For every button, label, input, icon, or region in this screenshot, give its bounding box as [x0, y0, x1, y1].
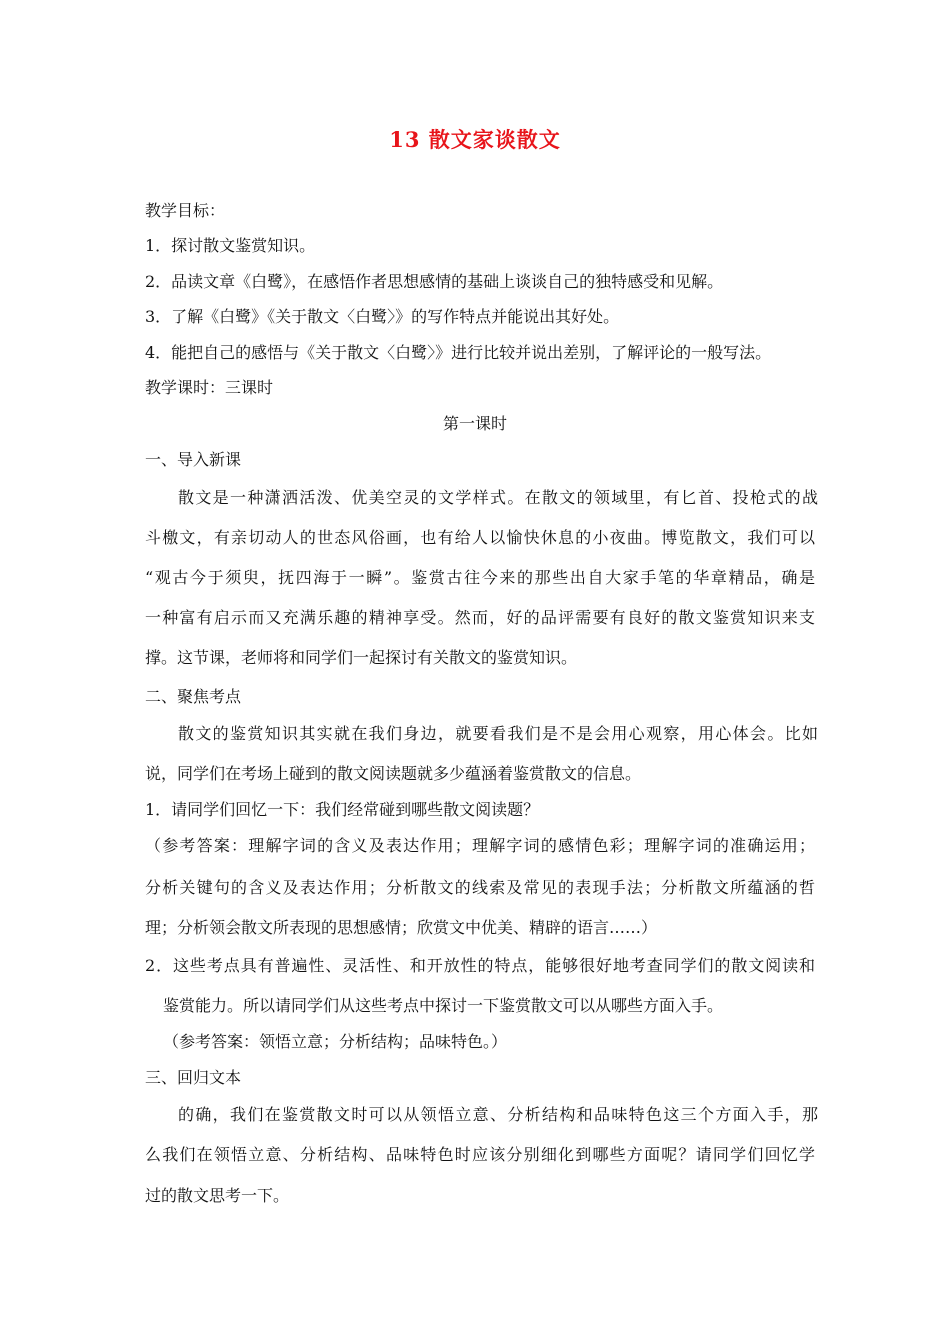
section-heading-intro: 一、导入新课 [145, 450, 242, 469]
paragraph-line: 过的散文思考一下。 [145, 1186, 290, 1205]
document-title: 13 散文家谈散文 [389, 127, 561, 152]
paragraph-line: 散文是一种潇洒活泼、优美空灵的文学样式。在散文的领域里，有匕首、投枪式的战 [178, 488, 818, 507]
teaching-goals-heading: 教学目标： [145, 201, 226, 220]
section-heading-focus: 二、聚焦考点 [145, 687, 242, 706]
paragraph-line: 的确，我们在鉴赏散文时可以从领悟立意、分析结构和品味特色这三个方面入手，那 [178, 1105, 818, 1124]
answer-line: （参考答案：理解字词的含义及表达作用；理解字词的感情色彩；理解字词的准确运用； [145, 836, 815, 855]
question-1: 1．请同学们回忆一下：我们经常碰到哪些散文阅读题？ [145, 800, 540, 819]
paragraph-line: 斗檄文，有亲切动人的世态风俗画，也有给人以愉快休息的小夜曲。博览散文，我们可以 [145, 528, 815, 547]
lesson-hours: 教学课时：三课时 [145, 378, 274, 397]
paragraph-line: 么我们在领悟立意、分析结构、品味特色时应该分别细化到哪些方面呢？请同学们回忆学 [145, 1145, 815, 1164]
answer-line: 分析关键句的含义及表达作用；分析散文的线索及常见的表现手法；分析散文所蕴涵的哲 [145, 878, 815, 897]
answer-line: 理；分析领会散文所表现的思想感情；欣赏文中优美、精辟的语言……） [145, 918, 658, 937]
paragraph-line: 一种富有启示而又充满乐趣的精神享受。然而，好的品评需要有良好的散文鉴赏知识来支 [145, 608, 815, 627]
paragraph-line: 撑。这节课，老师将和同学们一起探讨有关散文的鉴赏知识。 [145, 648, 578, 667]
goal-item-2: 2．品读文章《白鹭》，在感悟作者思想感情的基础上谈谈自己的独特感受和见解。 [145, 272, 724, 291]
section-heading-text: 三、回归文本 [145, 1068, 242, 1087]
paragraph-line: 散文的鉴赏知识其实就在我们身边，就要看我们是不是会用心观察，用心体会。比如 [178, 724, 818, 743]
question-2: 2．这些考点具有普遍性、灵活性、和开放性的特点，能够很好地考查同学们的散文阅读和 [145, 956, 815, 975]
answer-line: （参考答案：领悟立意；分析结构；品味特色。） [163, 1032, 508, 1051]
paragraph-line: “观古今于须臾，抚四海于一瞬”。鉴赏古往今来的那些出自大家手笔的华章精品，确是 [145, 568, 815, 587]
goal-item-1: 1．探讨散文鉴赏知识。 [145, 236, 316, 255]
goal-item-3: 3．了解《白鹭》《关于散文〈白鹭〉》的写作特点并能说出其好处。 [145, 307, 620, 326]
lesson-one-heading: 第一课时 [442, 414, 507, 433]
paragraph-line: 说，同学们在考场上碰到的散文阅读题就多少蕴涵着鉴赏散文的信息。 [145, 764, 642, 783]
goal-item-4: 4．能把自己的感悟与《关于散文〈白鹭〉》进行比较并说出差别，了解评论的一般写法。 [145, 343, 772, 362]
question-2-continued: 鉴赏能力。所以请同学们从这些考点中探讨一下鉴赏散文可以从哪些方面入手。 [163, 996, 724, 1015]
